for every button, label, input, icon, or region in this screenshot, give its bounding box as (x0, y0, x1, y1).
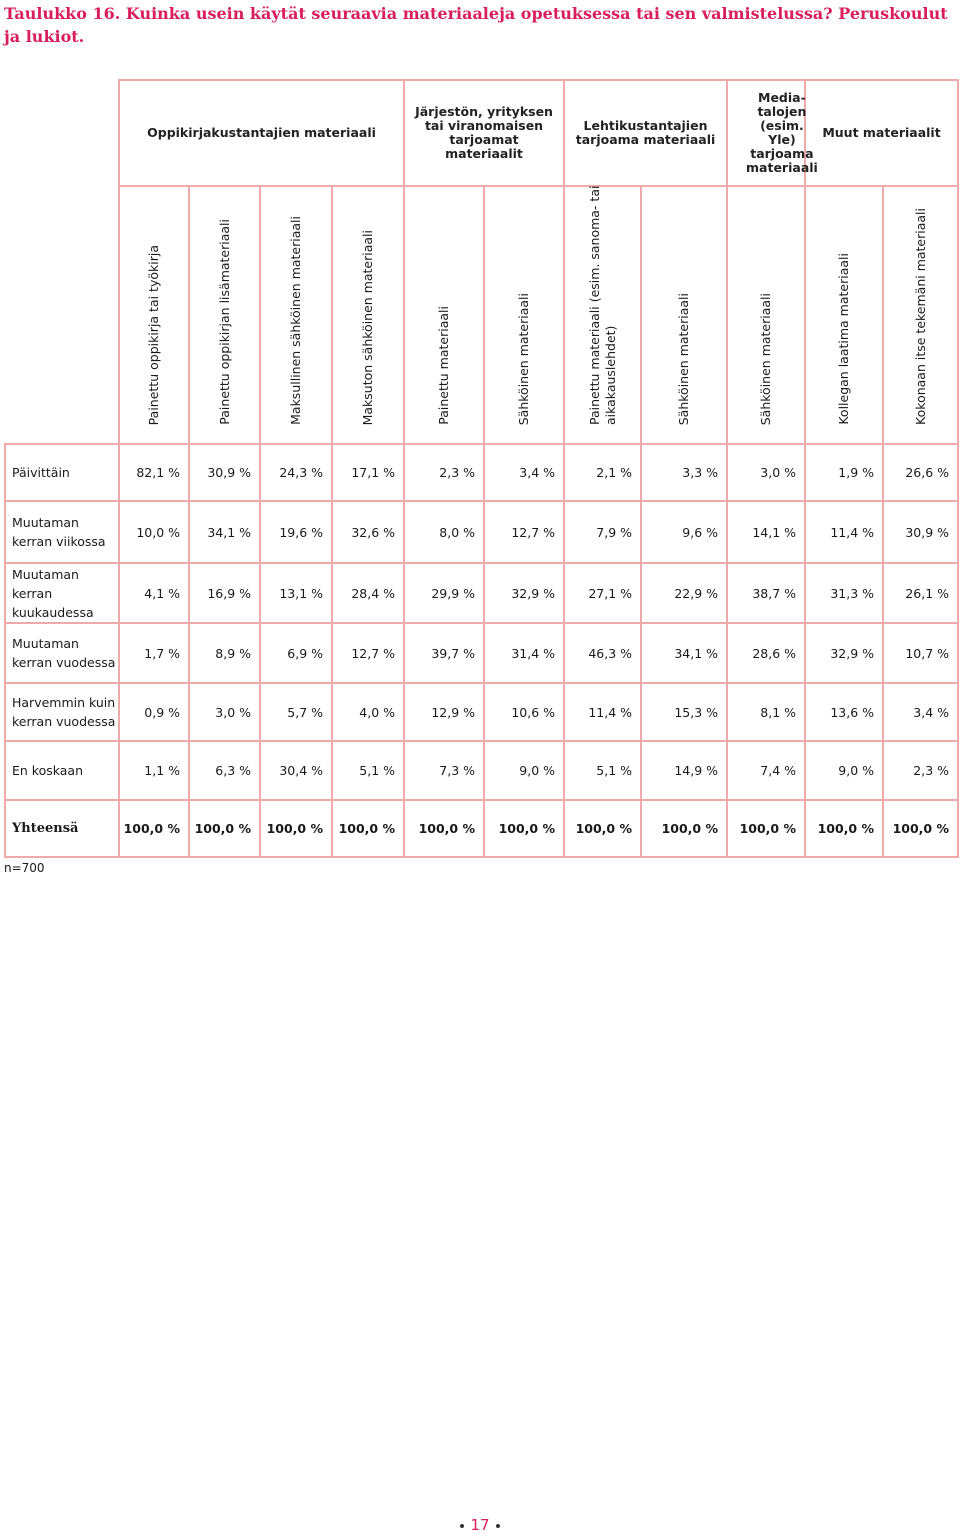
table-cell: 9,0 % (484, 741, 564, 800)
table-cell: 9,0 % (805, 741, 883, 800)
column-header (727, 186, 805, 444)
table-cell: 100,0 % (119, 800, 189, 857)
table-cell: 12,7 % (484, 501, 564, 563)
table-cell: 4,0 % (332, 683, 404, 741)
table-cell: 31,4 % (484, 623, 564, 683)
table-cell: 3,3 % (641, 444, 727, 501)
table-cell: 100,0 % (727, 800, 805, 857)
table-cell: 3,4 % (484, 444, 564, 501)
table-cell: 19,6 % (260, 501, 332, 563)
table-cell: 14,1 % (727, 501, 805, 563)
group-header: Media-talojen (esim. Yle) tarjoama materiaali (727, 80, 805, 186)
sample-size-note: n=700 (4, 861, 45, 875)
table-cell: 24,3 % (260, 444, 332, 501)
table-cell: 39,7 % (404, 623, 484, 683)
table-title: Taulukko 16. Kuinka usein käytät seuraavia materiaaleja opetuksessa tai sen valmistelussa? Peruskoulut ja lukiot. (4, 4, 948, 46)
column-header (564, 186, 641, 444)
table-cell: 2,1 % (564, 444, 641, 501)
column-header (883, 186, 958, 444)
column-header-label: Painettu materiaali (436, 306, 452, 425)
table-cell: 32,9 % (484, 563, 564, 623)
table-cell: 100,0 % (260, 800, 332, 857)
table-cell: 100,0 % (805, 800, 883, 857)
column-header-label: Kokonaan itse tekemäni materiaali (912, 208, 928, 425)
group-header-row (5, 80, 958, 186)
table-cell: 3,0 % (189, 683, 260, 741)
column-header-label: Painettu oppikirja tai työkirja (146, 244, 161, 425)
table-cell: 82,1 % (119, 444, 189, 501)
table-row (5, 501, 958, 563)
column-header-label: Sähköinen materiaali (516, 292, 532, 425)
column-header (332, 186, 404, 444)
table-cell: 11,4 % (805, 501, 883, 563)
table-cell: 7,3 % (404, 741, 484, 800)
row-label: Muutaman kerran viikossa (5, 501, 119, 563)
table-cell: 8,9 % (189, 623, 260, 683)
table-cell: 100,0 % (404, 800, 484, 857)
group-header: Lehtikustantajien tarjoama materiaali (564, 80, 727, 186)
table-row (5, 683, 958, 741)
column-header (805, 186, 883, 444)
table-cell: 7,9 % (564, 501, 641, 563)
table-cell: 100,0 % (189, 800, 260, 857)
table-cell: 5,7 % (260, 683, 332, 741)
row-label: En koskaan (5, 741, 119, 800)
table-cell: 13,1 % (260, 563, 332, 623)
table-cell: 7,4 % (727, 741, 805, 800)
column-header-label: Kollegan laatima materiaali (836, 253, 852, 425)
table-cell: 5,1 % (564, 741, 641, 800)
row-label: Harvemmin kuin kerran vuodessa (5, 683, 119, 741)
table-row (5, 444, 958, 501)
table-cell: 100,0 % (484, 800, 564, 857)
table-cell: 1,1 % (119, 741, 189, 800)
page-number-text: 17 (470, 1516, 490, 1534)
table-cell: 17,1 % (332, 444, 404, 501)
table-cell: 34,1 % (641, 623, 727, 683)
table-cell: 27,1 % (564, 563, 641, 623)
table-cell: 12,9 % (404, 683, 484, 741)
table-cell: 8,0 % (404, 501, 484, 563)
table-cell: 13,6 % (805, 683, 883, 741)
column-header (641, 186, 727, 444)
column-header (484, 186, 564, 444)
bullet-icon (460, 1524, 464, 1528)
column-header (404, 186, 484, 444)
table-cell: 100,0 % (564, 800, 641, 857)
table-cell: 34,1 % (189, 501, 260, 563)
group-header: Järjestön, yrityksen tai viranomaisen tarjoamat materiaalit (404, 80, 564, 186)
table-cell: 26,6 % (883, 444, 958, 501)
column-header-label: Maksullinen sähköinen materiaali (288, 216, 303, 425)
table-cell: 3,0 % (727, 444, 805, 501)
row-label: Päivittäin (5, 444, 119, 501)
row-label: Muutaman kerran vuodessa (5, 623, 119, 683)
table-cell: 1,9 % (805, 444, 883, 501)
page-number (0, 1516, 960, 1534)
total-row (5, 800, 958, 857)
column-header-row (5, 186, 958, 444)
data-table (4, 79, 959, 858)
bullet-icon (496, 1524, 500, 1528)
table-cell: 14,9 % (641, 741, 727, 800)
corner-cell (5, 80, 119, 186)
table-cell: 9,6 % (641, 501, 727, 563)
table-cell: 10,0 % (119, 501, 189, 563)
table-cell: 30,4 % (260, 741, 332, 800)
table-cell: 11,4 % (564, 683, 641, 741)
table-cell: 6,3 % (189, 741, 260, 800)
table-cell: 28,6 % (727, 623, 805, 683)
column-header-label: Sähköinen materiaali (676, 292, 692, 425)
table-row (5, 741, 958, 800)
table-cell: 10,7 % (883, 623, 958, 683)
table-cell: 4,1 % (119, 563, 189, 623)
table-cell: 22,9 % (641, 563, 727, 623)
table-cell: 31,3 % (805, 563, 883, 623)
table-cell: 6,9 % (260, 623, 332, 683)
group-header: Oppikirjakustantajien materiaali (119, 80, 404, 186)
table-cell: 46,3 % (564, 623, 641, 683)
table-cell: 2,3 % (404, 444, 484, 501)
column-header (189, 186, 260, 444)
table-cell: 100,0 % (332, 800, 404, 857)
table-cell: 5,1 % (332, 741, 404, 800)
table-row (5, 563, 958, 623)
table-cell: 8,1 % (727, 683, 805, 741)
table-cell: 2,3 % (883, 741, 958, 800)
table-cell: 0,9 % (119, 683, 189, 741)
table-cell: 38,7 % (727, 563, 805, 623)
table-cell: 1,7 % (119, 623, 189, 683)
column-header (260, 186, 332, 444)
column-header-label: Painettu oppikirjan lisämateriaali (216, 219, 232, 425)
table-cell: 29,9 % (404, 563, 484, 623)
table-cell: 100,0 % (641, 800, 727, 857)
table-cell: 10,6 % (484, 683, 564, 741)
column-header-label: Maksuton sähköinen materiaali (360, 229, 375, 425)
table-cell: 3,4 % (883, 683, 958, 741)
table-cell: 32,6 % (332, 501, 404, 563)
table-cell: 28,4 % (332, 563, 404, 623)
group-header: Muut materiaalit (805, 80, 958, 186)
table-cell: 30,9 % (189, 444, 260, 501)
table-cell: 15,3 % (641, 683, 727, 741)
row-label: Yhteensä (5, 800, 119, 857)
column-header-label: Sähköinen materiaali (758, 292, 774, 425)
table-cell: 100,0 % (883, 800, 958, 857)
column-header (119, 186, 189, 444)
table-cell: 32,9 % (805, 623, 883, 683)
table-cell: 26,1 % (883, 563, 958, 623)
table-cell: 12,7 % (332, 623, 404, 683)
column-header-label: Painettu materiaali (esim. sanoma- tai aikakauslehdet) (586, 185, 618, 425)
row-label: Muutaman kerran kuukaudessa (5, 563, 119, 623)
corner-cell (5, 186, 119, 444)
table-cell: 16,9 % (189, 563, 260, 623)
table-cell: 30,9 % (883, 501, 958, 563)
table-row (5, 623, 958, 683)
